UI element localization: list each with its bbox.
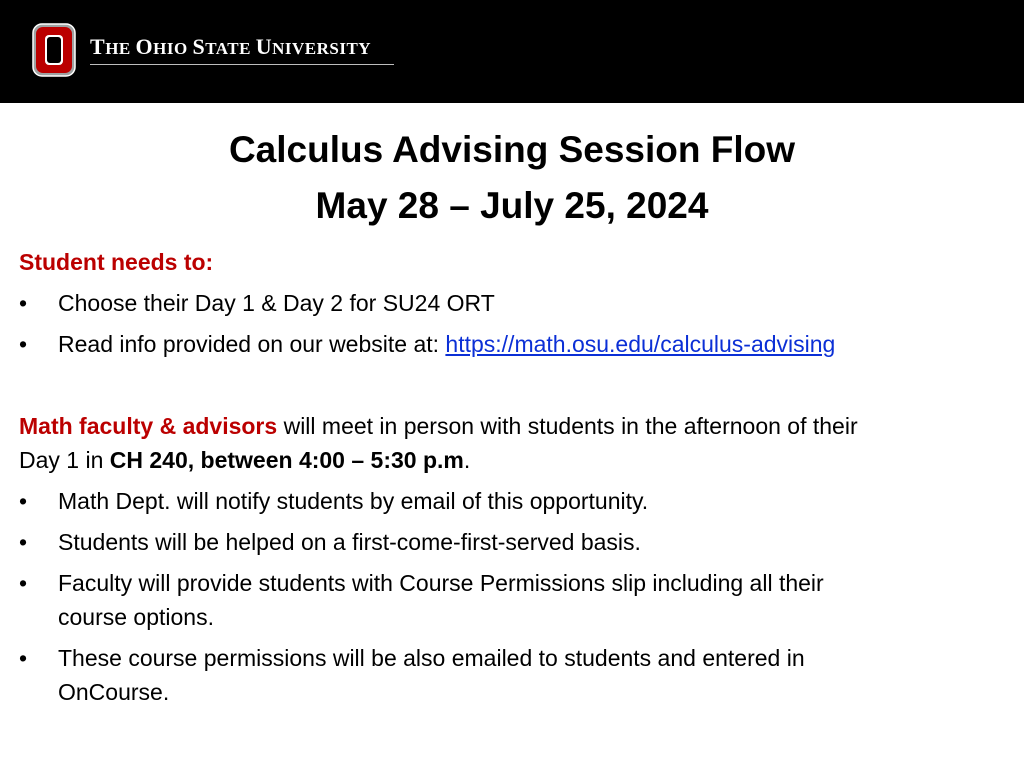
page-subtitle-dates: May 28 – July 25, 2024 [315, 185, 709, 226]
block-o-logo-icon [32, 23, 76, 77]
location-prefix: Day 1 in [19, 447, 110, 473]
location-time: CH 240, between 4:00 – 5:30 p.m [109, 447, 464, 473]
faculty-item-first-come: Students will be helped on a first-come-first-served basis. [58, 529, 641, 555]
student-item-read-info [58, 327, 835, 361]
university-wordmark: THE OHIO STATE UNIVERSITY [90, 34, 372, 59]
location-suffix: . [463, 447, 471, 473]
wordmark-underline [90, 64, 394, 65]
header-bar [0, 0, 1024, 103]
faculty-item-emailed-line2: OnCourse. [58, 679, 170, 705]
bullet-icon: • [19, 331, 28, 357]
bullet-icon: • [19, 570, 28, 596]
bullet-icon: • [19, 290, 28, 316]
student-item-day-choice: Choose their Day 1 & Day 2 for SU24 ORT [58, 290, 495, 316]
bullet-icon: • [19, 488, 28, 514]
read-info-text: Read info provided on our website at: [58, 331, 446, 357]
faculty-item-emailed-line1: These course permissions will be also emailed to students and entered in [58, 645, 805, 671]
bullet-icon: • [19, 645, 28, 671]
page-title: Calculus Advising Session Flow [228, 129, 796, 170]
bullet-icon: • [19, 529, 28, 555]
faculty-advisors-label: Math faculty & advisors [19, 413, 278, 439]
faculty-section-location [19, 443, 470, 477]
student-section-heading: Student needs to: [19, 249, 214, 275]
faculty-item-permissions-line1: Faculty will provide students with Course Permissions slip including all their [58, 570, 824, 596]
faculty-item-notify: Math Dept. will notify students by email of this opportunity. [58, 488, 649, 514]
faculty-lead-text: will meet in person with students in the afternoon of their [277, 413, 858, 439]
faculty-section-lead [19, 409, 858, 443]
calculus-advising-link[interactable]: https://math.osu.edu/calculus-advising [445, 331, 836, 357]
faculty-item-permissions-line2: course options. [58, 604, 214, 630]
